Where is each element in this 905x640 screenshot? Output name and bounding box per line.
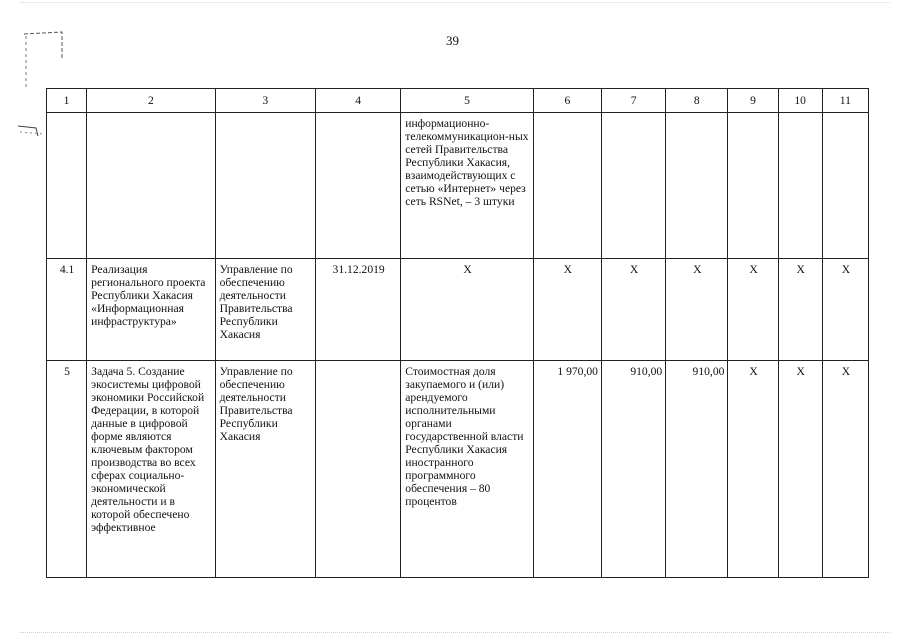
cell-number: 5 <box>47 361 87 578</box>
header-cell-8: 8 <box>666 89 728 113</box>
cell-col8: 910,00 <box>666 361 728 578</box>
cell-col9 <box>728 113 778 259</box>
cell-col9: Х <box>728 361 778 578</box>
cell-indicator: информационно-телекоммуникацион-ных сетей Правительства Республики Хакасия, взаимодействующих с сетью «Интернет» через сеть RSNet, – 3 штуки <box>401 113 533 259</box>
cell-col11: Х <box>822 259 868 361</box>
cell-number <box>47 113 87 259</box>
header-cell-1: 1 <box>47 89 87 113</box>
cell-col10: Х <box>778 259 822 361</box>
header-cell-7: 7 <box>601 89 665 113</box>
page-number: 39 <box>446 33 459 48</box>
cell-col11 <box>822 113 868 259</box>
table-header-row <box>47 89 869 113</box>
cell-indicator: Стоимостная доля закупаемого и (или) арендуемого исполнительными органами государственной власти Республики Хакасия иностранного программного обеспечения – 80 процентов <box>401 361 533 578</box>
cell-col6: 1 970,00 <box>533 361 601 578</box>
cell-indicator: Х <box>401 259 533 361</box>
cell-col11: Х <box>822 361 868 578</box>
cell-responsible: Управление по обеспечению деятельности Правительства Республики Хакасия <box>215 259 315 361</box>
cell-name: Задача 5. Создание экосистемы цифровой экономики Российской Федерации, в которой данные в цифровой форме являются ключевым фактором производства во всех сферах социально-экономической деятельности и в которой обеспечено эффективное <box>87 361 215 578</box>
scan-edge-bottom <box>20 632 890 634</box>
cell-col8 <box>666 113 728 259</box>
cell-col10: Х <box>778 361 822 578</box>
header-cell-4: 4 <box>315 89 400 113</box>
cell-col7: 910,00 <box>601 361 665 578</box>
cell-name: Реализация регионального проекта Республики Хакасия «Информационная инфраструктура» <box>87 259 215 361</box>
table-row <box>47 361 869 578</box>
cell-deadline <box>315 361 400 578</box>
cell-col10 <box>778 113 822 259</box>
cell-responsible: Управление по обеспечению деятельности Правительства Республики Хакасия <box>215 361 315 578</box>
header-cell-10: 10 <box>778 89 822 113</box>
document-table <box>46 88 869 578</box>
scan-edge-top <box>20 2 890 4</box>
table-row <box>47 259 869 361</box>
cell-responsible <box>215 113 315 259</box>
cell-name <box>87 113 215 259</box>
header-cell-9: 9 <box>728 89 778 113</box>
header-cell-3: 3 <box>215 89 315 113</box>
cell-number: 4.1 <box>47 259 87 361</box>
cell-deadline <box>315 113 400 259</box>
cell-col6: Х <box>533 259 601 361</box>
cell-deadline: 31.12.2019 <box>315 259 400 361</box>
cell-col7 <box>601 113 665 259</box>
cell-col8: Х <box>666 259 728 361</box>
cell-col9: Х <box>728 259 778 361</box>
table-row <box>47 113 869 259</box>
header-cell-5: 5 <box>401 89 533 113</box>
header-cell-6: 6 <box>533 89 601 113</box>
header-cell-2: 2 <box>87 89 215 113</box>
header-cell-11: 11 <box>822 89 868 113</box>
cell-col7: Х <box>601 259 665 361</box>
cell-col6 <box>533 113 601 259</box>
